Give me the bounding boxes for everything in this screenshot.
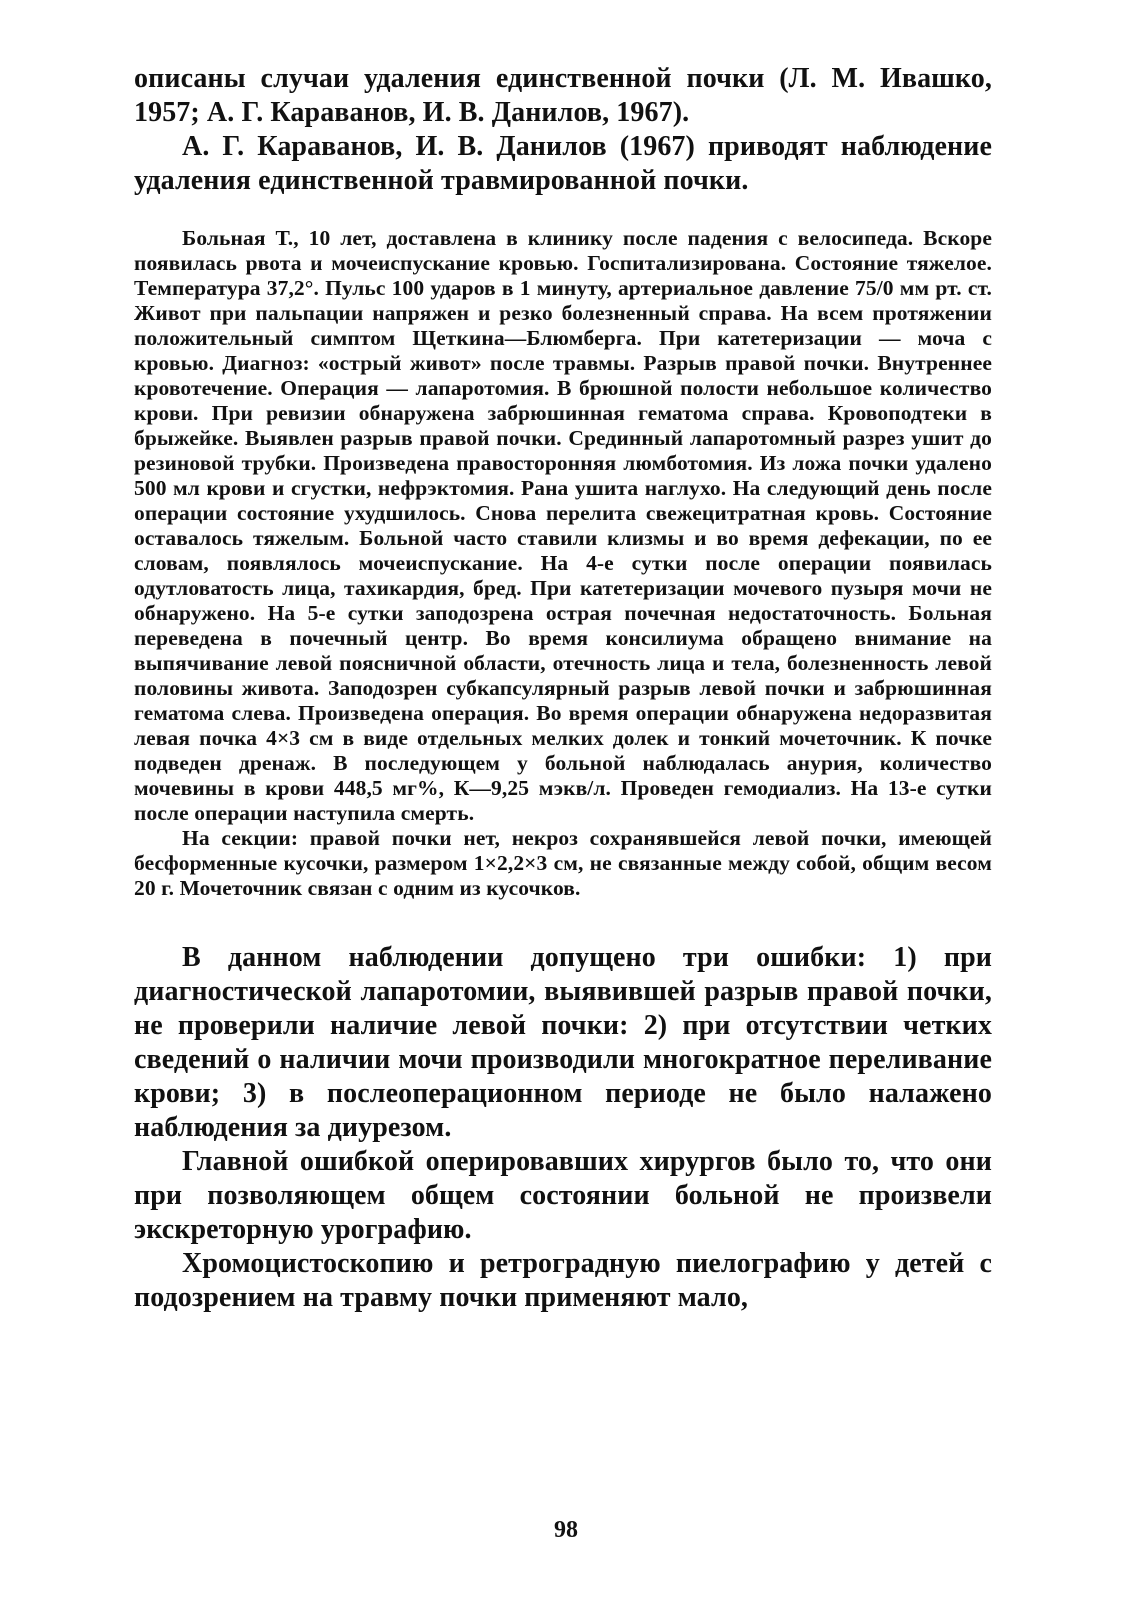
text-column	[134, 62, 992, 1315]
intro-paragraph-2: А. Г. Караванов, И. В. Данилов (1967) приводят наблюдение удаления единственной травмированной почки.	[134, 131, 992, 196]
discussion-paragraph-3: Хромоцистоскопию и ретроградную пиелографию у детей с подозрением на травму почки применяют мало,	[134, 1248, 992, 1313]
discussion-paragraph-1: В данном наблюдении допущено три ошибки: 1) при диагностической лапаротомии, выявившей разрыв правой почки, не проверили наличие левой почки: 2) при отсутствии четких сведений о наличии мочи производили многократное переливание крови; 3) в послеоперационном периоде не было налажено наблюдения за диурезом.	[134, 942, 992, 1143]
spacer	[134, 198, 992, 226]
discussion-paragraph-2: Главной ошибкой оперировавших хирургов было то, что они при позволяющем общем состоянии больной не произвели экскреторную урографию.	[134, 1146, 992, 1245]
page-number: 98	[554, 1517, 578, 1543]
intro-paragraph-1: описаны случаи удаления единственной почки (Л. М. Ивашко, 1957; А. Г. Караванов, И. В. Данилов, 1967).	[134, 63, 992, 128]
spacer	[134, 901, 992, 941]
case-report-autopsy: На секции: правой почки нет, некроз сохранявшейся левой почки, имеющей бесформенные кусочки, размером 1×2,2×3 см, не связанные между собой, общим весом 20 г. Мочеточник связан с одним из кусочков.	[134, 826, 992, 900]
case-report-body: Больная Т., 10 лет, доставлена в клинику после падения с велосипеда. Вскоре появилась рвота и мочеиспускание кровью. Госпитализирована. Состояние тяжелое. Температура 37,2°. Пульс 100 ударов в 1 минуту, артериальное давление 75/0 мм рт. ст. Живот при пальпации напряжен и резко болезненный справа. На всем протяжении положительный симптом Щеткина—Блюмберга. При катетеризации — моча с кровью. Диагноз: «острый живот» после травмы. Разрыв правой почки. Внутреннее кровотечение. Операция — лапаротомия. В брюшной полости небольшое количество крови. При ревизии обнаружена забрюшинная гематома справа. Кровоподтеки в брыжейке. Выявлен разрыв правой почки. Срединный лапаротомный разрез ушит до резиновой трубки. Произведена правосторонняя люмботомия. Из ложа почки удалено 500 мл крови и сгустки, нефрэктомия. Рана ушита наглухо. На следующий день после операции состояние ухудшилось. Снова перелита свежецитратная кровь. Состояние оставалось тяжелым. Больной часто ставили клизмы и во время дефекации, по ее словам, появлялось мочеиспускание. На 4-е сутки после операции появилась одутловатость лица, тахикардия, бред. При катетеризации мочевого пузыря мочи не обнаружено. На 5-е сутки заподозрена острая почечная недостаточность. Больная переведена в почечный центр. Во время консилиума обращено внимание на выпячивание левой поясничной области, отечность лица и тела, болезненность левой половины живота. Заподозрен субкапсулярный разрыв левой почки и забрюшинная гематома слева. Произведена операция. Во время операции обнаружена недоразвитая левая почка 4×3 см в виде отдельных мелких долек и тонкий мочеточник. К почке подведен дренаж. В последующем у больной наблюдалась анурия, количество мочевины в крови 448,5 мг%, К—9,25 мэкв/л. Проведен гемодиализ. На 13-е сутки после операции наступила смерть.	[134, 226, 992, 825]
